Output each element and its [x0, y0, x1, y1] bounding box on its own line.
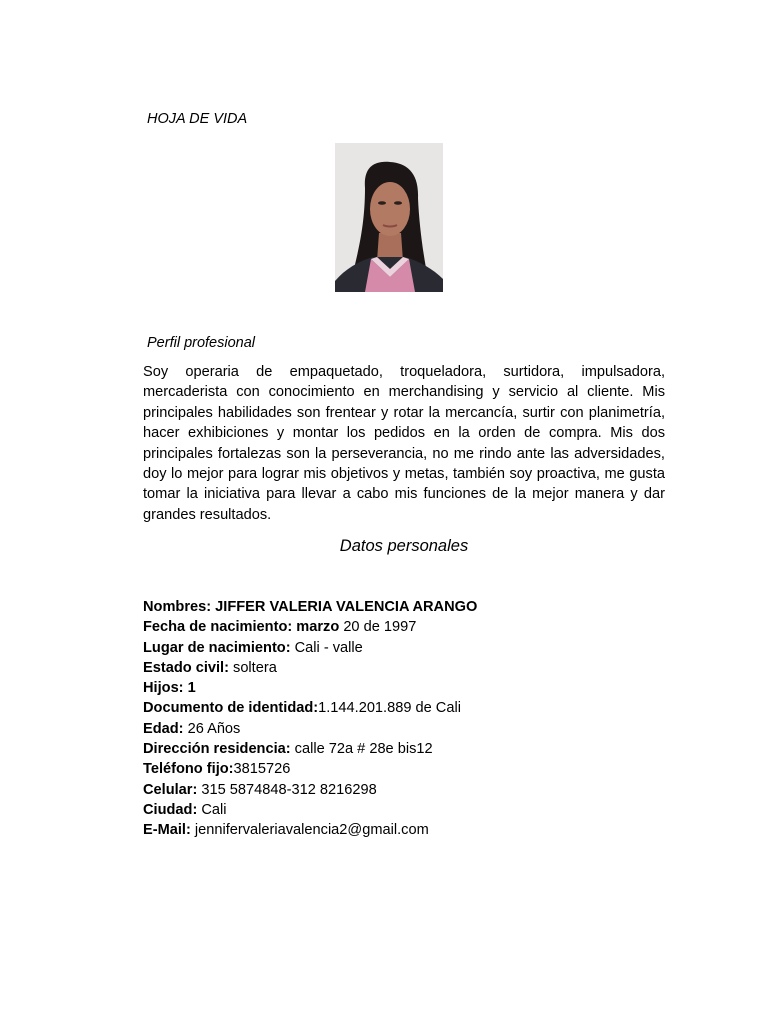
- document-title: HOJA DE VIDA: [147, 111, 248, 127]
- personal-data-heading: Datos personales: [339, 537, 469, 555]
- detail-label: Estado civil:: [143, 659, 229, 676]
- profile-paragraph: Soy operaria de empaquetado, troqueladora, surtidora, impulsadora, mercaderista con conocimiento en merchandising y servicio al cliente. Mis principales habilidades son frentear y rotar la mercancía, surtir con planimetría, hacer exhibiciones y montar los pedidos en la orden de compra. Mis dos principales fortalezas son la perseverancia, no me rindo ante las adversidades, doy lo mejor para lograr mis objetivos y metas, también soy proactiva, me gusta tomar la iniciativa para llevar a cabo mis funciones de la mejor manera y dar grandes resultados.: [143, 364, 665, 523]
- detail-value: JIFFER VALERIA VALENCIA ARANGO: [211, 599, 478, 615]
- detail-value: Cali: [197, 801, 227, 818]
- portrait-illustration: [335, 143, 443, 292]
- detail-row-celular: [143, 780, 477, 800]
- personal-details: [143, 597, 477, 841]
- detail-row-estado-civil: [143, 658, 477, 678]
- detail-row-ciudad: [143, 800, 477, 820]
- detail-row-email: [143, 820, 477, 840]
- detail-row-documento: [143, 698, 477, 718]
- detail-row-hijos: [143, 678, 477, 698]
- detail-row-telefono: [143, 759, 477, 779]
- detail-label: Hijos: 1: [143, 680, 196, 697]
- detail-row-direccion: [143, 739, 477, 759]
- detail-label: Teléfono fijo:: [143, 761, 234, 778]
- profile-section: [143, 362, 665, 525]
- detail-value: jennifervaleriavalencia2@gmail.com: [190, 822, 429, 839]
- detail-label: Dirección residencia:: [143, 741, 291, 758]
- detail-row-edad: [143, 719, 477, 739]
- detail-label: Ciudad:: [143, 801, 198, 818]
- detail-label: Celular:: [143, 781, 198, 798]
- profile-heading: Perfil profesional: [147, 335, 255, 351]
- profile-photo: [335, 143, 443, 292]
- detail-value: calle 72a # 28e bis12: [290, 741, 433, 758]
- detail-label: Fecha de nacimiento: marzo: [143, 619, 340, 636]
- detail-value: 26 Años: [183, 720, 241, 737]
- detail-label: E-Mail:: [143, 822, 191, 839]
- detail-label: Edad:: [143, 720, 184, 737]
- detail-value: 3815726: [233, 761, 291, 778]
- detail-label: Lugar de nacimiento:: [143, 639, 291, 656]
- detail-value: 315 5874848-312 8216298: [197, 781, 377, 798]
- detail-value: soltera: [228, 659, 277, 676]
- detail-label: Documento de identidad:: [143, 700, 319, 717]
- detail-label: Nombres:: [143, 599, 212, 615]
- detail-value: 20 de 1997: [339, 619, 417, 636]
- detail-row-fecha-nacimiento: [143, 617, 477, 637]
- detail-row-lugar-nacimiento: [143, 638, 477, 658]
- detail-value: Cali - valle: [290, 639, 363, 656]
- detail-row-nombres: [143, 597, 477, 617]
- detail-value: 1.144.201.889 de Cali: [318, 700, 461, 717]
